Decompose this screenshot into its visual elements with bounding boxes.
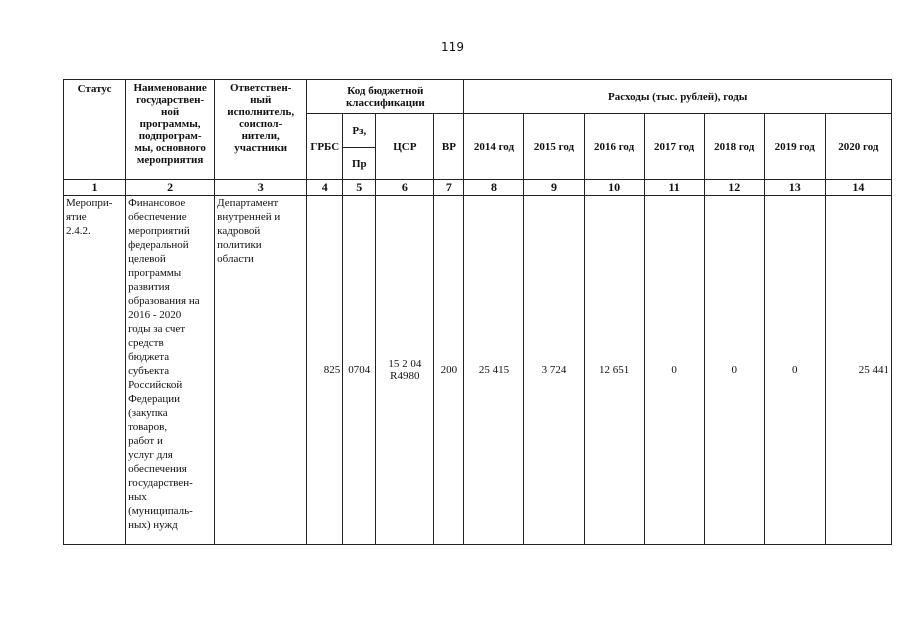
header-grbs: ГРБС <box>307 114 343 180</box>
header-responsible: Ответствен- ный исполнитель, соиспол- нители, участники <box>215 80 307 180</box>
row-csr: 15 2 04 R4980 <box>376 196 434 545</box>
header-year-2016: 2016 год <box>584 114 644 180</box>
header-year-2014: 2014 год <box>464 114 524 180</box>
col-num-13: 13 <box>764 180 825 196</box>
header-expenses: Расходы (тыс. рублей), годы <box>464 80 892 114</box>
row-rzpr: 0704 <box>343 196 376 545</box>
header-csr: ЦСР <box>376 114 434 180</box>
row-value-2016: 12 651 <box>584 196 644 545</box>
col-num-4: 4 <box>307 180 343 196</box>
row-value-2015: 3 724 <box>524 196 584 545</box>
header-year-2020: 2020 год <box>825 114 891 180</box>
col-num-5: 5 <box>343 180 376 196</box>
header-year-2018: 2018 год <box>704 114 764 180</box>
header-year-2019: 2019 год <box>764 114 825 180</box>
col-num-8: 8 <box>464 180 524 196</box>
col-num-9: 9 <box>524 180 584 196</box>
col-num-2: 2 <box>126 180 215 196</box>
col-num-7: 7 <box>434 180 464 196</box>
table-row <box>64 196 892 545</box>
header-name: Наименование государствен- ной программы, подпрограм- мы, основного мероприятия <box>126 80 215 180</box>
row-value-2019: 0 <box>764 196 825 545</box>
header-vr: ВР <box>434 114 464 180</box>
row-grbs: 825 <box>307 196 343 545</box>
row-status: Меропри- ятие 2.4.2. <box>64 196 126 545</box>
row-value-2020: 25 441 <box>825 196 891 545</box>
header-rz: Рз, <box>343 114 376 148</box>
col-num-10: 10 <box>584 180 644 196</box>
header-year-2017: 2017 год <box>644 114 704 180</box>
row-responsible: Департамент внутренней и кадровой политики области <box>215 196 307 545</box>
page-number: 119 <box>441 40 464 54</box>
row-value-2017: 0 <box>644 196 704 545</box>
header-row-1 <box>64 80 892 114</box>
col-num-12: 12 <box>704 180 764 196</box>
header-status: Статус <box>64 80 126 180</box>
col-num-11: 11 <box>644 180 704 196</box>
col-num-1: 1 <box>64 180 126 196</box>
col-num-6: 6 <box>376 180 434 196</box>
column-number-row <box>64 180 892 196</box>
header-pr: Пр <box>343 148 376 180</box>
row-name: Финансовое обеспечение мероприятий федеральной целевой программы развития образования на 2016 - 2020 годы за счет средств бюджета субъекта Российской Федерации (закупка товаров, работ и услуг для обеспечения государствен- ных (муниципаль- ных) нужд <box>126 196 215 545</box>
col-num-14: 14 <box>825 180 891 196</box>
row-vr: 200 <box>434 196 464 545</box>
row-value-2014: 25 415 <box>464 196 524 545</box>
row-value-2018: 0 <box>704 196 764 545</box>
col-num-3: 3 <box>215 180 307 196</box>
header-budget-code: Код бюджетной классификации <box>307 80 464 114</box>
budget-table <box>63 79 892 545</box>
header-year-2015: 2015 год <box>524 114 584 180</box>
